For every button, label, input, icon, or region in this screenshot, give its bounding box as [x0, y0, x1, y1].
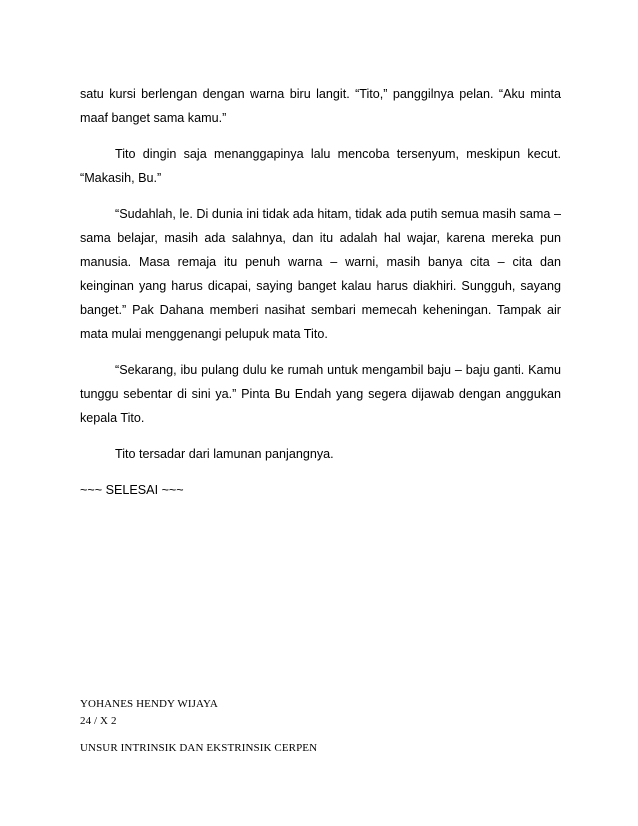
footer-document-title: UNSUR INTRINSIK DAN EKSTRINSIK CERPEN [80, 742, 318, 754]
paragraph-continuation: satu kursi berlengan dengan warna biru langit. “Tito,” panggilnya pelan. “Aku minta maaf banget sama kamu.” [80, 87, 561, 125]
footer-author: YOHANES HENDY WIJAYA [80, 698, 218, 710]
paragraph-tito-reply: Tito dingin saja menanggapinya lalu mencoba tersenyum, meskipun kecut. “Makasih, Bu.” [80, 147, 561, 185]
story-end-marker: ~~~ SELESAI ~~~ [80, 483, 184, 497]
paragraph-bu-endah-request: “Sekarang, ibu pulang dulu ke rumah untuk mengambil baju – baju ganti. Kamu tunggu sebentar di sini ya.” Pinta Bu Endah yang segera dijawab dengan anggukan kepala Tito. [80, 363, 561, 425]
footer-class-info: 24 / X 2 [80, 715, 117, 727]
story-body [80, 82, 561, 514]
paragraph-tito-awakens: Tito tersadar dari lamunan panjangnya. [115, 447, 334, 461]
paragraph-pak-dahana-advice: “Sudahlah, le. Di dunia ini tidak ada hitam, tidak ada putih semua masih sama – sama belajar, masih ada salahnya, dan itu adalah hal wajar, karena mereka pun manusia. Masa remaja itu penuh warna – warni, masih banya cita – cita dan keinginan yang harus dicapai, saying banget kalau harus diakhiri. Sungguh, sayang banget.” Pak Dahana memberi nasihat sembari memecah keheningan. Tampak air mata mulai menggenangi pelupuk mata Tito. [80, 207, 561, 341]
